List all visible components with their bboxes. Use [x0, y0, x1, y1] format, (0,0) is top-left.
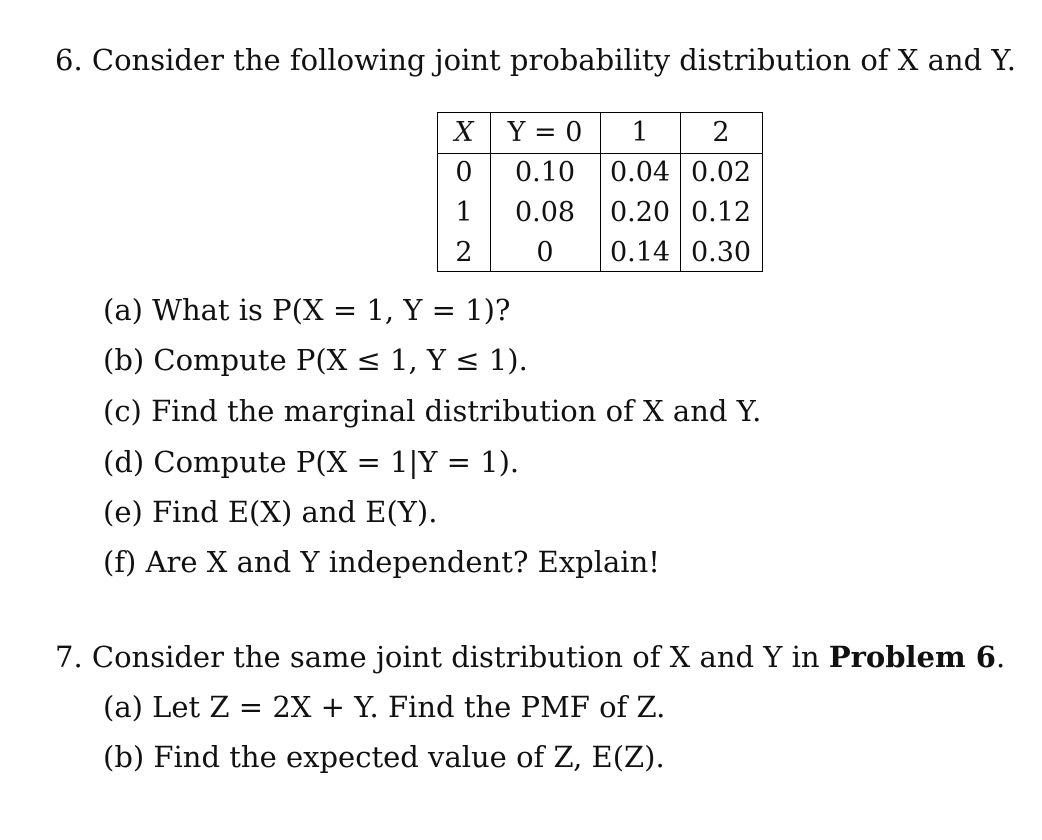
problem-6-part-a: (a) What is P(X = 1, Y = 1)?	[103, 293, 511, 327]
table-header-cell: 1	[631, 117, 649, 148]
problem-7-part-b: (b) Find the expected value of Z, E(Z).	[103, 740, 665, 774]
table-row	[438, 153, 762, 193]
table-row	[438, 193, 762, 233]
problem-6-part-e: (e) Find E(X) and E(Y).	[103, 495, 438, 529]
joint-distribution-table	[437, 112, 763, 272]
table-cell: 2	[455, 237, 473, 268]
table-cell: 0	[536, 237, 554, 268]
problem-7-intro-end: .	[995, 640, 1006, 674]
table-header-cell: 2	[712, 117, 730, 148]
table-header-cell: Y = 0	[507, 117, 583, 148]
problem-6-part-c: (c) Find the marginal distribution of X and Y.	[103, 394, 762, 428]
table-cell: 0.30	[690, 237, 752, 268]
problem-6-intro: 6. Consider the following joint probability distribution of X and Y.	[55, 43, 1016, 77]
problem-7-intro	[55, 640, 1006, 674]
table-cell: 0.04	[609, 157, 671, 188]
table-row	[438, 233, 762, 273]
table-cell: 0.14	[609, 237, 671, 268]
table-header-cell: X	[454, 117, 474, 148]
problem-7-intro-text: 7. Consider the same joint distribution of X and Y in	[55, 640, 829, 674]
problem-7-reference: Problem 6	[828, 640, 996, 674]
table-cell: 0.10	[514, 157, 576, 188]
table-cell: 0	[455, 157, 473, 188]
table-cell: 0.20	[609, 197, 671, 228]
table-cell: 0.08	[514, 197, 576, 228]
table-cell: 1	[455, 197, 473, 228]
problem-6-part-b: (b) Compute P(X ≤ 1, Y ≤ 1).	[103, 343, 528, 377]
table-header-row	[438, 113, 762, 153]
problem-6-part-f: (f) Are X and Y independent? Explain!	[103, 545, 660, 579]
problem-6-part-d: (d) Compute P(X = 1|Y = 1).	[103, 445, 520, 479]
problem-7-part-a: (a) Let Z = 2X + Y. Find the PMF of Z.	[103, 690, 666, 724]
table-cell: 0.02	[690, 157, 752, 188]
table-cell: 0.12	[690, 197, 752, 228]
